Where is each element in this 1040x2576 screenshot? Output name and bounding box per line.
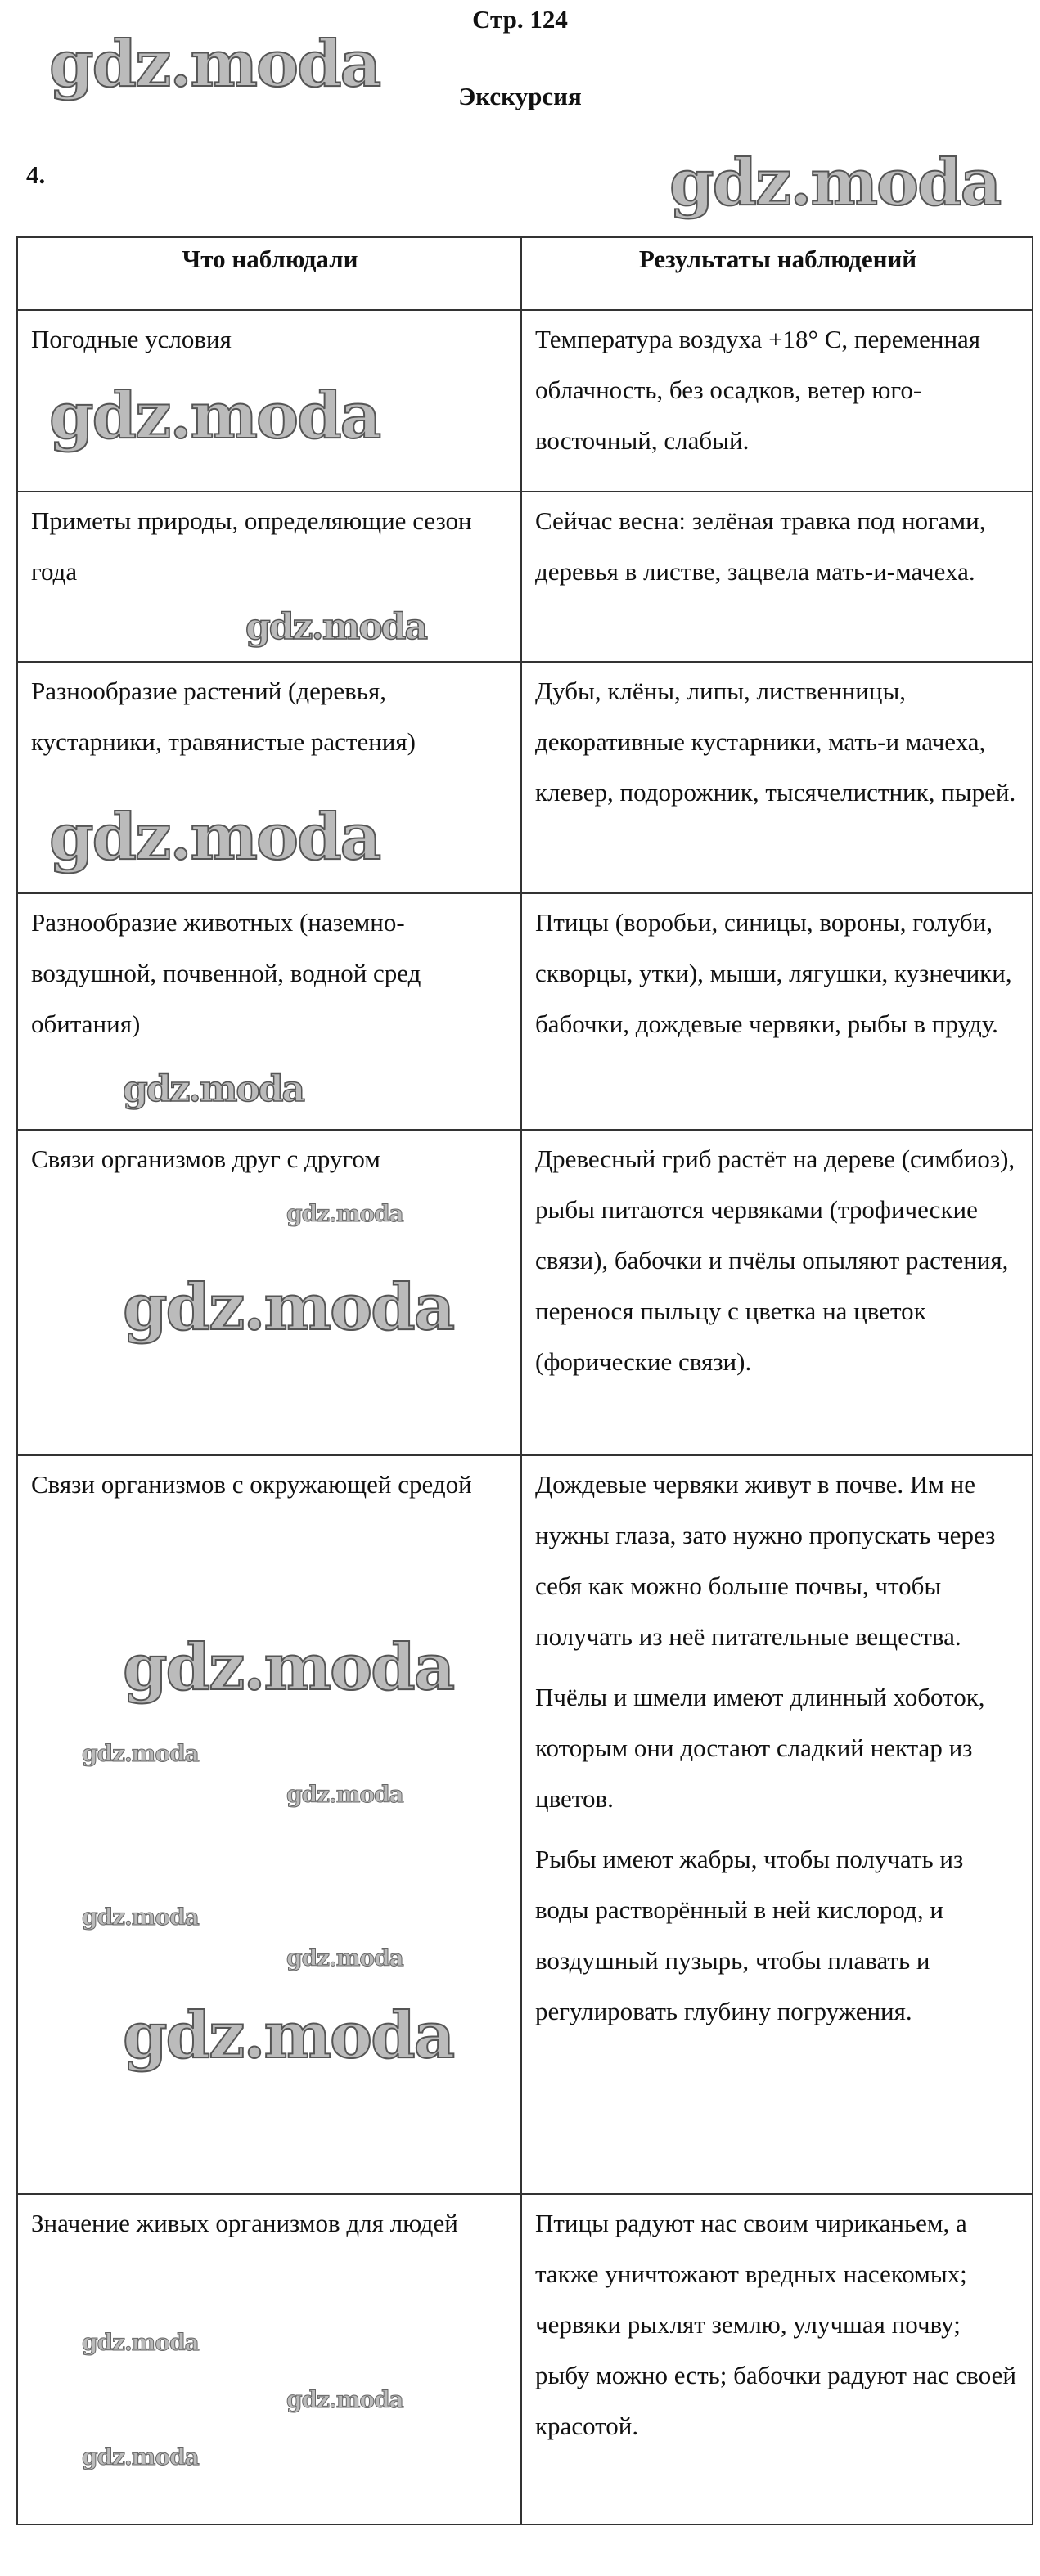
observed-item: Разнообразие животных (наземно-воздушной, почвенной, водной сред обитания) xyxy=(17,893,521,1130)
result-paragraph: Дубы, клёны, липы, лиственницы, декоративные кустарники, мать-и мачеха, клевер, подорожник, тысячелистник, пырей. xyxy=(535,677,1016,807)
result-paragraph: Птицы (воробьи, синицы, вороны, голуби, скворцы, утки), мыши, лягушки, кузнечики, бабочки, дождевые червяки, рыбы в пруду. xyxy=(535,908,1012,1038)
table-row xyxy=(17,310,1033,492)
watermark: gdz.moda xyxy=(82,1904,199,1931)
table-header-row xyxy=(17,237,1033,310)
observed-item: Приметы природы, определяющие сезон года xyxy=(17,492,521,662)
result-paragraph: Пчёлы и шмели имеют длинный хоботок, которым они достают сладкий нектар из цветов. xyxy=(535,1683,985,1813)
result-paragraph: Древесный гриб растёт на дереве (симбиоз), рыбы питаются червяками (трофические связи), бабочки и пчёлы опыляют растения, перенося пыльцу с цветка на цветок (форические связи). xyxy=(535,1144,1015,1376)
watermark: gdz.moda xyxy=(123,1068,304,1110)
watermark: gdz.moda xyxy=(49,379,380,453)
section-title: Экскурсия xyxy=(458,82,582,110)
result-paragraph: Птицы радуют нас своим чириканьем, а также уничтожают вредных насекомых; червяки рыхлят землю, улучшая почву; рыбу можно есть; бабочки радуют нас своей красотой. xyxy=(535,2209,1016,2440)
header-results: Результаты наблюдений xyxy=(521,237,1033,310)
observed-item: Погодные условия xyxy=(17,310,521,492)
observation-result xyxy=(521,310,1033,492)
observed-item: Разнообразие растений (деревья, кустарники, травянистые растения) xyxy=(17,662,521,893)
header-what-observed: Что наблюдали xyxy=(17,237,521,310)
watermark: gdz.moda xyxy=(286,1200,403,1227)
table-row xyxy=(17,492,1033,662)
result-paragraph: Температура воздуха +18° С, переменная облачность, без осадков, ветер юго-восточный, слабый. xyxy=(535,325,981,455)
watermark: gdz.moda xyxy=(123,1998,454,2073)
task-number: 4. xyxy=(26,160,46,189)
observed-item: Значение живых организмов для людей xyxy=(17,2194,521,2524)
watermark: gdz.moda xyxy=(123,1630,454,1705)
result-paragraph: Дождевые червяки живут в почве. Им не нужны глаза, зато нужно пропускать через себя как можно больше почвы, чтобы получать из неё питательные вещества. xyxy=(535,1470,996,1651)
observations-table xyxy=(16,236,1033,2525)
result-paragraph: Сейчас весна: зелёная травка под ногами, деревья в листве, зацвела мать-и-мачеха. xyxy=(535,506,986,586)
watermark: gdz.moda xyxy=(49,800,380,874)
watermark: gdz.moda xyxy=(669,146,1001,220)
watermark: gdz.moda xyxy=(286,1781,403,1808)
watermark: gdz.moda xyxy=(82,2329,199,2356)
observation-result xyxy=(521,1130,1033,1455)
observation-result xyxy=(521,2194,1033,2524)
observation-result xyxy=(521,662,1033,893)
watermark: gdz.moda xyxy=(286,2386,403,2413)
watermark: gdz.moda xyxy=(286,1944,403,1971)
observed-item: Связи организмов с окружающей средой xyxy=(17,1455,521,2194)
table-row xyxy=(17,1130,1033,1455)
page-number: Стр. 124 xyxy=(472,5,568,34)
watermark: gdz.moda xyxy=(82,2443,199,2470)
result-paragraph: Рыбы имеют жабры, чтобы получать из воды растворённый в ней кислород, и воздушный пузырь, чтобы плавать и регулировать глубину погружения. xyxy=(535,1845,964,2025)
table-row xyxy=(17,893,1033,1130)
observation-result xyxy=(521,893,1033,1130)
observation-result xyxy=(521,492,1033,662)
table-row xyxy=(17,1455,1033,2194)
observed-item: Связи организмов друг с другом xyxy=(17,1130,521,1455)
watermark: gdz.moda xyxy=(245,606,427,648)
observation-result xyxy=(521,1455,1033,2194)
table-row xyxy=(17,2194,1033,2524)
watermark: gdz.moda xyxy=(123,1270,454,1345)
watermark: gdz.moda xyxy=(82,1740,199,1767)
watermark: gdz.moda xyxy=(49,27,380,101)
table-row xyxy=(17,662,1033,893)
